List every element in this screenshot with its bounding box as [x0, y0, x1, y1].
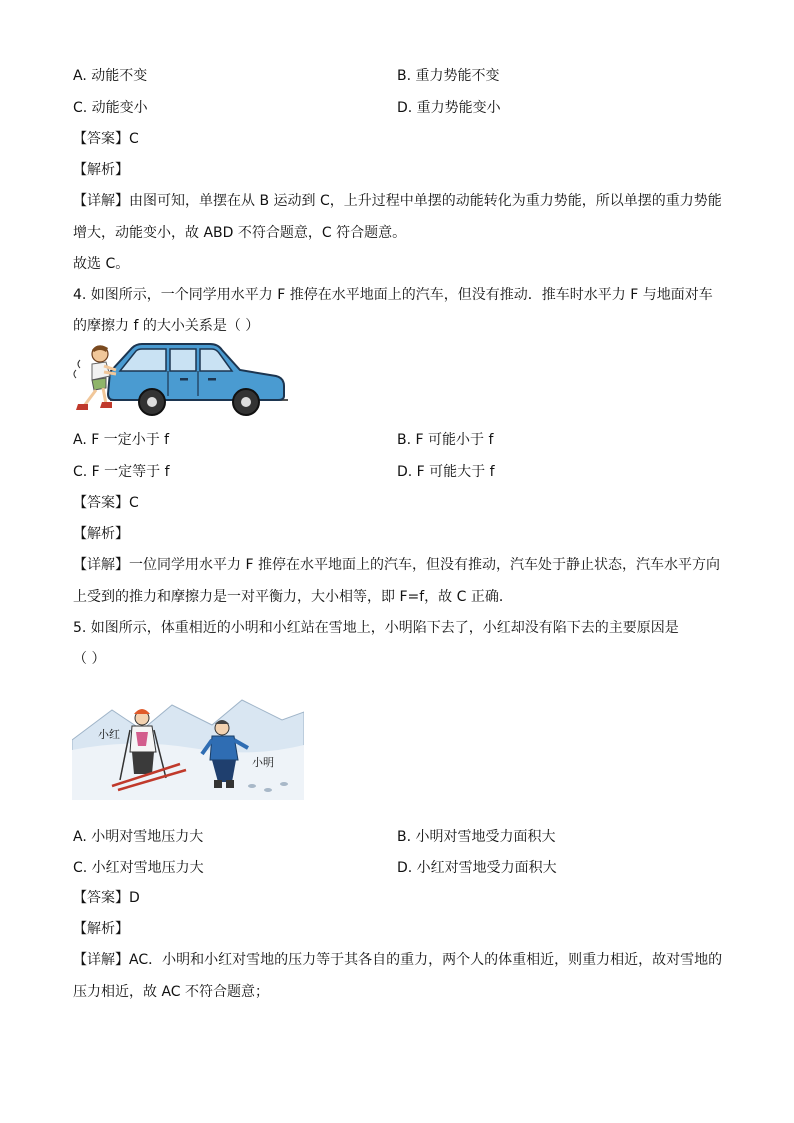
- q4-option-b: B. F 可能小于 f: [397, 432, 494, 448]
- q5-detail-line-2: 压力相近，故 AC 不符合题意；: [73, 984, 270, 1000]
- q4-figure-boy-pushing-car: [70, 340, 290, 422]
- q3-option-a: A. 动能不变: [73, 68, 148, 84]
- q5-analysis-heading: 【解析】: [73, 921, 129, 937]
- q5-option-a: A. 小明对雪地压力大: [73, 829, 204, 845]
- label-xiaohong: 小红: [98, 728, 120, 741]
- q3-detail-line-2: 增大，动能变小，故 ABD 不符合题意，C 符合题意。: [73, 225, 407, 241]
- q4-option-a: A. F 一定小于 f: [73, 432, 170, 448]
- q3-analysis-heading: 【解析】: [73, 162, 129, 178]
- q5-stem-line-1: 5. 如图所示，体重相近的小明和小红站在雪地上，小明陷下去了，小红却没有陷下去的主要原因是: [73, 620, 679, 636]
- q3-option-d: D. 重力势能变小: [397, 100, 501, 116]
- q5-option-d: D. 小红对雪地受力面积大: [397, 860, 557, 876]
- q3-option-c: C. 动能变小: [73, 100, 148, 116]
- q3-option-b: B. 重力势能不变: [397, 68, 500, 84]
- q3-conclusion: 故选 C。: [73, 256, 130, 272]
- q3-answer: 【答案】C: [73, 131, 139, 147]
- q4-stem-line-1: 4. 如图所示，一个同学用水平力 F 推停在水平地面上的汽车，但没有推动．推车时水平力 F 与地面对车: [73, 287, 713, 303]
- q3-detail-line-1: 【详解】由图可知，单摆在从 B 运动到 C，上升过程中单摆的动能转化为重力势能，所以单摆的重力势能: [73, 193, 722, 209]
- q5-stem-line-2: （ ）: [73, 651, 106, 667]
- q4-detail-line-2: 上受到的推力和摩擦力是一对平衡力，大小相等，即 F=f，故 C 正确．: [73, 589, 513, 605]
- q4-option-c: C. F 一定等于 f: [73, 464, 170, 480]
- q5-option-c: C. 小红对雪地压力大: [73, 860, 204, 876]
- q5-option-b: B. 小明对雪地受力面积大: [397, 829, 556, 845]
- q5-figure-snow-scene: [72, 690, 304, 800]
- q4-analysis-heading: 【解析】: [73, 526, 129, 542]
- q4-option-d: D. F 可能大于 f: [397, 464, 495, 480]
- q4-stem-line-2: 的摩擦力 f 的大小关系是（ ）: [73, 318, 260, 334]
- q4-detail-line-1: 【详解】一位同学用水平力 F 推停在水平地面上的汽车，但没有推动，汽车处于静止状态，汽车水平方向: [73, 557, 720, 573]
- q5-detail-line-1: 【详解】AC．小明和小红对雪地的压力等于其各自的重力，两个人的体重相近，则重力相近，故对雪地的: [73, 952, 723, 968]
- q4-answer: 【答案】C: [73, 495, 139, 511]
- q5-answer: 【答案】D: [73, 890, 140, 906]
- label-xiaoming: 小明: [252, 756, 274, 769]
